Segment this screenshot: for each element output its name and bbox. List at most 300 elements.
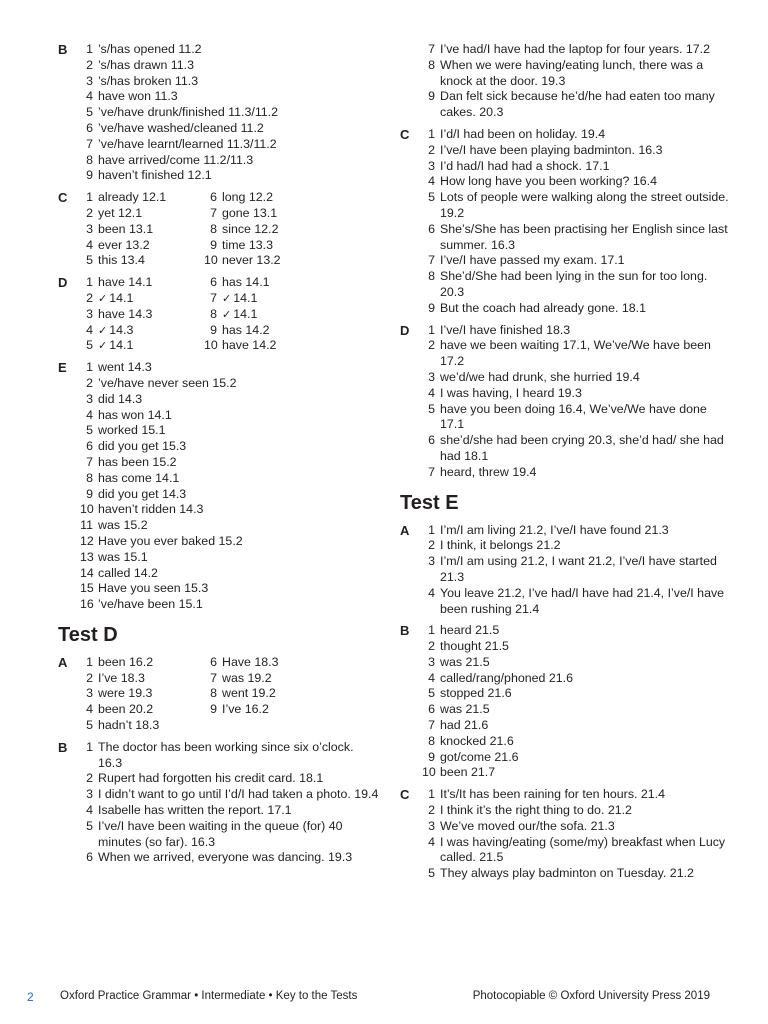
exercise-section	[58, 190, 380, 269]
answer-value: They always play badminton on Tuesday. 21.2	[440, 866, 694, 881]
answer-text	[222, 238, 281, 254]
answer-item	[80, 291, 204, 307]
answer-text	[98, 502, 380, 518]
answer-text	[440, 671, 730, 687]
answer-item	[422, 554, 730, 586]
section-letter: B	[58, 42, 68, 57]
answer-text	[222, 686, 278, 702]
item-number: 7	[428, 464, 435, 479]
answer-value: since 12.2	[222, 221, 279, 236]
answer-item	[204, 206, 281, 222]
item-number: 8	[210, 221, 217, 236]
item-number: 5	[86, 253, 93, 268]
answer-value: When we arrived, everyone was dancing. 19.3	[98, 850, 353, 865]
item-number: 7	[210, 290, 217, 305]
answer-value: was 19.2	[222, 670, 272, 685]
answer-value: ’s/has drawn 11.3	[98, 57, 194, 72]
item-number: 3	[428, 818, 435, 833]
answer-item	[80, 253, 204, 269]
answer-item	[80, 702, 204, 718]
answer-value: did you get 14.3	[98, 486, 187, 501]
answer-text	[98, 408, 380, 424]
answer-text	[98, 168, 380, 184]
answer-item	[422, 402, 730, 434]
exercise-section	[58, 42, 380, 184]
item-number: 7	[210, 670, 217, 685]
answer-value: thought 21.5	[440, 639, 509, 654]
answer-item	[204, 190, 281, 206]
answer-item	[422, 89, 730, 121]
answer-item	[80, 423, 380, 439]
answer-value: went 19.2	[222, 686, 276, 701]
answer-text	[440, 686, 730, 702]
answer-value: I’ve/I have been playing badminton. 16.3	[440, 142, 663, 157]
answer-value: has been 15.2	[98, 454, 177, 469]
answer-value: When we were having/eating lunch, there was a knock at the door. 19.3	[440, 57, 704, 88]
answer-value: I’ve had/I have had the laptop for four years. 17.2	[440, 42, 711, 56]
item-number: 1	[428, 522, 435, 537]
answer-item	[422, 702, 730, 718]
answer-text	[98, 392, 380, 408]
answer-text	[98, 360, 380, 376]
section-body	[80, 740, 380, 866]
answer-item	[422, 190, 730, 222]
item-number: 4	[86, 322, 93, 337]
answer-item	[422, 58, 730, 90]
answer-item	[204, 238, 281, 254]
answer-item	[422, 718, 730, 734]
answer-item	[80, 42, 380, 58]
left-column	[58, 42, 380, 872]
item-number: 8	[428, 57, 435, 72]
answer-value: I’d had/I had had a shock. 17.1	[440, 158, 610, 173]
answer-text	[440, 835, 730, 867]
answer-text	[98, 439, 380, 455]
answer-subcolumn	[80, 275, 204, 354]
answer-text	[98, 275, 204, 291]
item-number: 4	[428, 670, 435, 685]
answer-item	[204, 686, 278, 702]
section-body	[80, 190, 380, 269]
exercise-section	[400, 623, 730, 781]
exercise-section	[400, 523, 730, 618]
item-number: 1	[86, 654, 93, 669]
answer-item	[80, 787, 380, 803]
answer-value: has 14.2	[222, 322, 270, 337]
section-letter: D	[400, 322, 410, 338]
answer-text	[440, 623, 730, 639]
item-number: 3	[428, 369, 435, 384]
section-letter: C	[400, 126, 410, 142]
item-number: 1	[86, 275, 93, 290]
answer-text	[98, 581, 380, 597]
item-number: 9	[86, 168, 93, 183]
answer-value: Have you seen 15.3	[98, 581, 209, 596]
answer-item	[204, 702, 278, 718]
answer-value: She’d/She had been lying in the sun for too long. 20.3	[440, 269, 708, 299]
answer-item	[422, 301, 730, 317]
answer-text	[440, 222, 730, 254]
answer-value: I’ve 18.3	[98, 670, 145, 685]
answer-item	[80, 121, 380, 137]
item-number: 5	[86, 423, 93, 438]
item-number: 8	[86, 152, 93, 167]
answer-value: have 14.2	[222, 338, 277, 353]
item-number: 8	[210, 306, 217, 321]
answer-text	[98, 597, 380, 613]
answer-value: I’ve/I have passed my exam. 17.1	[440, 253, 625, 268]
section-letter: C	[58, 190, 68, 206]
answer-value: 14.1	[233, 290, 258, 305]
section-letter: D	[58, 275, 68, 291]
item-number: 6	[210, 275, 217, 290]
answer-text	[98, 718, 204, 734]
answer-text	[440, 803, 730, 819]
section-body	[80, 275, 380, 354]
answer-value: You leave 21.2, I’ve had/I have had 21.4, I’ve/I have been rushing 21.4	[440, 585, 725, 616]
answer-item	[422, 866, 730, 882]
answer-value: have arrived/come 11.2/11.3	[98, 152, 254, 167]
item-number: 1	[86, 42, 93, 56]
answer-item	[422, 143, 730, 159]
item-number: 1	[428, 787, 435, 802]
answer-text	[98, 323, 204, 339]
answer-value: ’s/has broken 11.3	[98, 73, 199, 88]
answer-text	[98, 671, 204, 687]
answer-text	[440, 370, 730, 386]
answer-value: yet 12.1	[98, 205, 143, 220]
answer-value: called 14.2	[98, 565, 158, 580]
item-number: 4	[86, 89, 93, 104]
answer-text	[440, 639, 730, 655]
answer-text	[222, 671, 278, 687]
item-number: 4	[428, 585, 435, 600]
answer-item	[204, 338, 276, 354]
answer-text	[98, 803, 380, 819]
item-number: 3	[428, 158, 435, 173]
answer-item	[80, 153, 380, 169]
answer-text	[222, 655, 278, 671]
item-number: 1	[86, 739, 93, 754]
item-number: 16	[80, 597, 94, 612]
answer-item	[80, 360, 380, 376]
answer-text	[440, 174, 730, 190]
answer-value: I’ve 16.2	[222, 702, 269, 717]
answer-value: ’ve/have washed/cleaned 11.2	[98, 120, 264, 135]
answer-text	[98, 222, 204, 238]
answer-item	[80, 408, 380, 424]
item-number: 2	[428, 639, 435, 654]
answer-text	[98, 655, 204, 671]
answer-value: But the coach had already gone. 18.1	[440, 300, 646, 315]
answer-text	[98, 550, 380, 566]
section-body	[80, 42, 380, 184]
answer-text	[440, 190, 730, 222]
section-body	[422, 787, 730, 882]
item-number: 5	[86, 105, 93, 120]
item-number: 4	[86, 803, 93, 818]
answer-item	[422, 127, 730, 143]
answer-item	[422, 338, 730, 370]
answer-value: Rupert had forgotten his credit card. 18.1	[98, 771, 324, 786]
answer-text	[222, 702, 278, 718]
item-number: 14	[80, 565, 94, 580]
answer-value: been 16.2	[98, 654, 154, 669]
answer-item	[422, 835, 730, 867]
answer-item	[80, 323, 204, 339]
answer-text	[98, 291, 204, 307]
answer-value: Have 18.3	[222, 654, 279, 669]
answer-text	[222, 253, 281, 269]
answer-text	[440, 718, 730, 734]
item-number: 3	[86, 787, 93, 802]
answer-text	[440, 765, 730, 781]
answer-value: 14.3	[109, 322, 134, 337]
answer-value: I was having, I heard 19.3	[440, 385, 582, 400]
section-letter: A	[58, 654, 68, 670]
answer-value: 14.1	[109, 338, 134, 353]
item-number: 9	[210, 702, 217, 717]
answer-item	[80, 686, 204, 702]
answer-item	[204, 291, 276, 307]
answer-text	[98, 105, 380, 121]
footer-title: Oxford Practice Grammar • Intermediate • Key to the Tests	[60, 990, 358, 1002]
item-number: 5	[428, 190, 435, 205]
answer-text	[98, 771, 380, 787]
answer-item	[80, 275, 204, 291]
answer-text	[98, 423, 380, 439]
answer-value: stopped 21.6	[440, 686, 512, 701]
answer-value: Lots of people were walking along the street outside. 19.2	[440, 190, 729, 220]
answer-value: has come 14.1	[98, 470, 180, 485]
answer-value: haven’t finished 12.1	[98, 168, 212, 183]
answer-text	[98, 206, 204, 222]
answer-item	[422, 433, 730, 465]
item-number: 2	[86, 290, 93, 305]
answer-item	[80, 58, 380, 74]
answer-value: never 13.2	[222, 253, 281, 268]
answer-item	[80, 550, 380, 566]
answer-item	[80, 597, 380, 613]
answer-item	[80, 190, 204, 206]
answer-item	[80, 819, 380, 851]
answer-value: got/come 21.6	[440, 749, 519, 764]
answer-value: heard, threw 19.4	[440, 464, 537, 479]
answer-item	[80, 222, 204, 238]
answer-value: worked 15.1	[98, 423, 166, 438]
answer-value: I didn’t want to go until I’d/I had taken a photo. 19.4	[98, 787, 379, 802]
section-body	[80, 655, 380, 734]
item-number: 2	[428, 538, 435, 553]
item-number: 8	[210, 686, 217, 701]
item-number: 2	[86, 205, 93, 220]
answer-value: heard 21.5	[440, 623, 500, 638]
answer-text	[440, 538, 730, 554]
section-body	[422, 623, 730, 781]
answer-value: I was having/eating (some/my) breakfast when Lucy called. 21.5	[440, 834, 726, 865]
answer-text	[440, 787, 730, 803]
answer-text	[98, 740, 380, 772]
answer-value: has won 14.1	[98, 407, 172, 422]
answer-value: was 21.5	[440, 654, 490, 669]
answer-text	[98, 819, 380, 851]
answer-text	[98, 238, 204, 254]
answer-item	[422, 222, 730, 254]
answer-subcolumn	[204, 275, 276, 354]
answer-text	[440, 301, 730, 317]
answer-value: she’d/she had been crying 20.3, she’d had/ she had had 18.1	[440, 433, 724, 463]
item-number: 6	[86, 120, 93, 135]
item-number: 10	[80, 502, 94, 517]
answer-value: have 14.3	[98, 306, 153, 321]
answer-item	[204, 222, 281, 238]
answer-item	[80, 471, 380, 487]
answer-text	[98, 376, 380, 392]
exercise-section	[58, 360, 380, 613]
answer-item	[422, 671, 730, 687]
answer-item	[80, 137, 380, 153]
answer-value: haven’t ridden 14.3	[98, 502, 204, 517]
answer-text	[98, 471, 380, 487]
answer-text	[98, 121, 380, 137]
answer-text	[98, 487, 380, 503]
answer-item	[422, 523, 730, 539]
item-number: 7	[86, 454, 93, 469]
answer-text	[98, 534, 380, 550]
answer-item	[80, 740, 380, 772]
answer-value: we’d/we had drunk, she hurried 19.4	[440, 369, 640, 384]
answer-text	[440, 269, 730, 301]
answer-item	[80, 168, 380, 184]
answer-value: already 12.1	[98, 190, 167, 205]
item-number: 7	[428, 42, 435, 56]
tick-icon: ✓	[222, 291, 232, 305]
answer-item	[422, 465, 730, 481]
answer-value: have we been waiting 17.1, We’ve/We have been 17.2	[440, 338, 711, 369]
item-number: 7	[86, 136, 93, 151]
answer-item	[80, 518, 380, 534]
section-body	[422, 523, 730, 618]
section-body	[422, 127, 730, 317]
item-number: 8	[428, 733, 435, 748]
answer-text	[98, 518, 380, 534]
section-body	[422, 42, 730, 121]
item-number: 9	[210, 237, 217, 252]
item-number: 6	[210, 654, 217, 669]
answer-value: have 14.1	[98, 275, 153, 290]
answer-text	[98, 58, 380, 74]
item-number: 10	[204, 338, 218, 353]
answer-text	[98, 850, 380, 866]
answer-text	[98, 338, 204, 354]
answer-text	[98, 686, 204, 702]
answer-item	[422, 253, 730, 269]
exercise-section	[400, 127, 730, 317]
answer-text	[222, 190, 281, 206]
answer-item	[204, 253, 281, 269]
answer-text	[98, 253, 204, 269]
answer-item	[204, 307, 276, 323]
answer-text	[98, 307, 204, 323]
answer-text	[440, 338, 730, 370]
item-number: 10	[422, 765, 436, 780]
answer-value: been 21.7	[440, 765, 496, 780]
answer-item	[80, 89, 380, 105]
item-number: 5	[86, 718, 93, 733]
answer-item	[80, 850, 380, 866]
item-number: 6	[428, 702, 435, 717]
item-number: 3	[86, 391, 93, 406]
answer-item	[80, 771, 380, 787]
item-number: 3	[86, 686, 93, 701]
answer-value: I think it’s the right thing to do. 21.2	[440, 803, 632, 818]
answer-text	[98, 137, 380, 153]
section-letter: A	[400, 522, 410, 538]
answer-value: ’ve/have drunk/finished 11.3/11.2	[98, 105, 279, 120]
answer-item	[80, 74, 380, 90]
item-number: 1	[86, 360, 93, 375]
answer-text	[98, 455, 380, 471]
answer-text	[222, 206, 281, 222]
answer-item	[422, 623, 730, 639]
answer-item	[422, 42, 730, 58]
item-number: 6	[428, 221, 435, 236]
answer-item	[80, 803, 380, 819]
tick-icon: ✓	[98, 339, 108, 353]
answer-text	[440, 253, 730, 269]
section-letter: C	[400, 787, 410, 803]
answer-value: was 21.5	[440, 702, 490, 717]
answer-text	[440, 702, 730, 718]
tick-icon: ✓	[222, 307, 232, 321]
answer-text	[440, 866, 730, 882]
answer-value: were 19.3	[98, 686, 153, 701]
answer-value: hadn’t 18.3	[98, 718, 160, 733]
answer-value: I’m/I am using 21.2, I want 21.2, I’ve/I have started 21.3	[440, 554, 717, 584]
answer-item	[422, 586, 730, 618]
answer-value: ’ve/have been 15.1	[98, 597, 203, 612]
answer-item	[422, 765, 730, 781]
answer-value: How long have you been working? 16.4	[440, 174, 657, 189]
item-number: 4	[428, 174, 435, 189]
answer-item	[80, 566, 380, 582]
answer-value: I think, it belongs 21.2	[440, 538, 561, 553]
answer-item	[80, 655, 204, 671]
answer-value: have you been doing 16.4, We’ve/We have done 17.1	[440, 401, 707, 432]
answer-text	[222, 222, 281, 238]
answer-value: Isabelle has written the report. 17.1	[98, 803, 292, 818]
answer-text	[222, 307, 276, 323]
answer-item	[80, 105, 380, 121]
answer-item	[422, 538, 730, 554]
answer-item	[422, 323, 730, 339]
answer-text	[440, 386, 730, 402]
answer-value: did 14.3	[98, 391, 143, 406]
item-number: 9	[428, 89, 435, 104]
answer-value: I’m/I am living 21.2, I’ve/I have found 21.3	[440, 522, 669, 537]
answer-text	[222, 338, 276, 354]
answer-value: has 14.1	[222, 275, 270, 290]
answer-text	[440, 58, 730, 90]
item-number: 9	[428, 300, 435, 315]
item-number: 5	[86, 818, 93, 833]
item-number: 3	[428, 554, 435, 569]
item-number: 1	[428, 623, 435, 638]
item-number: 3	[86, 73, 93, 88]
answer-value: I’ve/I have finished 18.3	[440, 322, 571, 337]
answer-value: ever 13.2	[98, 237, 150, 252]
answer-item	[422, 269, 730, 301]
